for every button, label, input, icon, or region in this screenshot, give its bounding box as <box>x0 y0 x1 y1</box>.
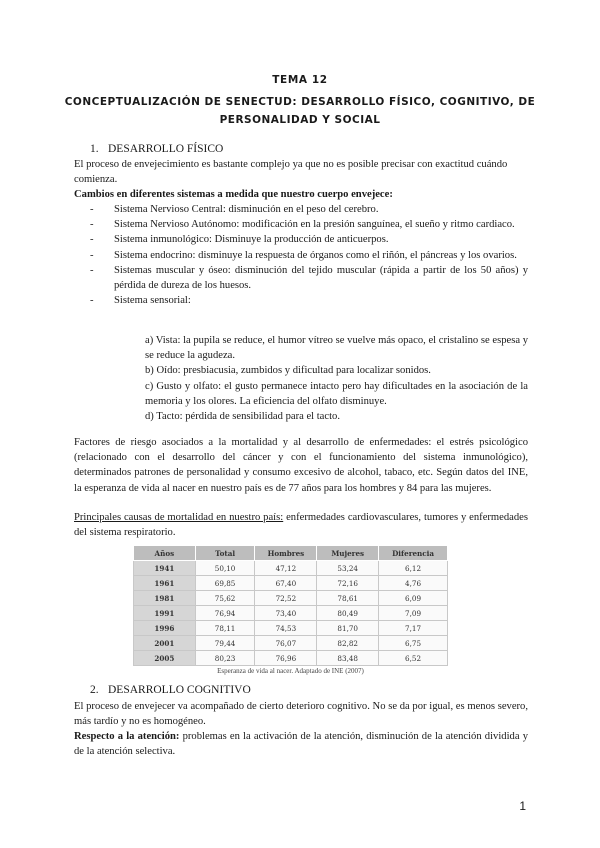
table-row <box>134 606 448 621</box>
table-cell: 74,53 <box>255 621 317 636</box>
table-cell: 76,94 <box>195 606 255 621</box>
table-header-cell: Diferencia <box>379 546 448 561</box>
table-cell: 76,96 <box>255 651 317 666</box>
table-cell: 4,76 <box>379 576 448 591</box>
systems-list <box>90 202 528 308</box>
section1-intro: El proceso de envejecimiento es bastante complejo ya que no es posible precisar con exactitud cuándo comienza. <box>74 159 508 186</box>
table-cell: 6,52 <box>379 651 448 666</box>
table-cell: 6,12 <box>379 561 448 576</box>
page-subtitle: CONCEPTUALIZACIÓN DE SENECTUD: DESARROLLO FÍSICO, COGNITIVO, DE PERSONALIDAD Y SOCIAL <box>64 96 536 126</box>
table-cell: 80,49 <box>317 606 379 621</box>
attention-text: problemas en la activación de la atención, disminución de la atención dividida y de la atención selectiva. <box>74 731 528 758</box>
table-cell: 6,09 <box>379 591 448 606</box>
table-cell: 79,44 <box>195 636 255 651</box>
changes-heading-text: Cambios en diferentes sistemas a medida que nuestro cuerpo envejece: <box>74 189 393 200</box>
table-cell: 1991 <box>134 606 196 621</box>
list-item: - Sistema sensorial: <box>90 295 191 307</box>
table-header-cell: Total <box>195 546 255 561</box>
life-expectancy-table <box>133 545 448 666</box>
table-cell: 1961 <box>134 576 196 591</box>
table-header-row <box>134 546 448 561</box>
list-item: - Sistema endocrino: disminuye la respuesta de órganos como el riñón, el páncreas y los ovarios. <box>90 249 517 261</box>
table-header-cell: Hombres <box>255 546 317 561</box>
section2-number: 2. <box>90 684 99 696</box>
section1-number: 1. <box>90 143 99 155</box>
sensory-list <box>145 333 528 424</box>
table-row <box>134 591 448 606</box>
causes-label: Principales causas de mortalidad en nuestro país: <box>74 512 284 523</box>
table-cell: 72,52 <box>255 591 317 606</box>
table-cell: 83,48 <box>317 651 379 666</box>
table-cell: 6,75 <box>379 636 448 651</box>
table-row <box>134 636 448 651</box>
table-cell: 1996 <box>134 621 196 636</box>
table-cell: 2005 <box>134 651 196 666</box>
table-header-cell: Mujeres <box>317 546 379 561</box>
table-cell: 7,09 <box>379 606 448 621</box>
table-cell: 1981 <box>134 591 196 606</box>
table-row <box>134 561 448 576</box>
section1-heading <box>90 142 223 157</box>
table-cell: 72,16 <box>317 576 379 591</box>
page-number: 1 <box>519 799 526 813</box>
table-cell: 81,70 <box>317 621 379 636</box>
changes-heading <box>74 187 528 202</box>
table-cell: 78,61 <box>317 591 379 606</box>
table-caption: Esperanza de vida al nacer. Adaptado de INE (2007) <box>217 667 364 675</box>
list-item: c) Gusto y olfato: el gusto permanece intacto pero hay dificultades en la asociación de la memoria y los olores. La eficiencia del olfato disminuye. <box>145 380 528 407</box>
causes-text: enfermedades cardiovasculares, tumores y enfermedades del sistema respiratorio. <box>74 512 528 539</box>
table-row <box>134 651 448 666</box>
risk-paragraph: Factores de riesgo asociados a la mortalidad y al desarrollo de enfermedades: el estrés psicológico (relacionado con el desarrollo del cáncer y con el funcionamiento del sistema inmunológico), determinados patrones de personalidad y consumo excesivo de alcohol, tabaco, etc. Según datos del INE, la esperanza de vida al nacer en nuestro país es de 77 años para los hombres y 84 para las mujeres. <box>74 437 528 494</box>
table-cell: 50,10 <box>195 561 255 576</box>
table-header-cell: Años <box>134 546 196 561</box>
table-cell: 76,07 <box>255 636 317 651</box>
section2-heading <box>90 683 251 698</box>
section1-title: DESARROLLO FÍSICO <box>108 143 224 155</box>
list-item: - Sistema Nervioso Central: disminución en el peso del cerebro. <box>90 204 379 215</box>
table-cell: 53,24 <box>317 561 379 576</box>
table-cell: 73,40 <box>255 606 317 621</box>
causes-paragraph <box>74 510 528 540</box>
table-cell: 47,12 <box>255 561 317 576</box>
table-row <box>134 621 448 636</box>
table-cell: 75,62 <box>195 591 255 606</box>
attention-paragraph <box>74 729 528 759</box>
table-cell: 67,40 <box>255 576 317 591</box>
page-title: TEMA 12 <box>272 74 328 86</box>
table-cell: 2001 <box>134 636 196 651</box>
list-item: - Sistemas muscular y óseo: disminución del tejido muscular (rápida a partir de los 50 años) y pérdida de dureza de los huesos. <box>90 264 528 292</box>
table-cell: 1941 <box>134 561 196 576</box>
table-cell: 7,17 <box>379 621 448 636</box>
table-cell: 78,11 <box>195 621 255 636</box>
list-item: b) Oído: presbiacusia, zumbidos y dificultad para localizar sonidos. <box>145 365 431 377</box>
list-item: - Sistema inmunológico: Disminuye la producción de anticuerpos. <box>90 234 389 246</box>
table-row <box>134 576 448 591</box>
list-item: - Sistema Nervioso Autónomo: modificación en la presión sanguínea, el sueño y ritmo cardiaco. <box>90 219 515 231</box>
table-cell: 69,85 <box>195 576 255 591</box>
section2-intro: El proceso de envejecer va acompañado de cierto deterioro cognitivo. No se da por igual, es menos severo, más tardío y no es homogéneo. <box>74 701 528 728</box>
list-item: d) Tacto: pérdida de sensibilidad para el tacto. <box>145 411 340 423</box>
attention-label: Respecto a la atención: <box>74 731 180 742</box>
table-cell: 80,23 <box>195 651 255 666</box>
section2-title: DESARROLLO COGNITIVO <box>108 684 251 696</box>
table-cell: 82,82 <box>317 636 379 651</box>
list-item: a) Vista: la pupila se reduce, el humor vítreo se vuelve más opaco, el cristalino se espesa y se reduce la agudeza. <box>145 335 528 362</box>
